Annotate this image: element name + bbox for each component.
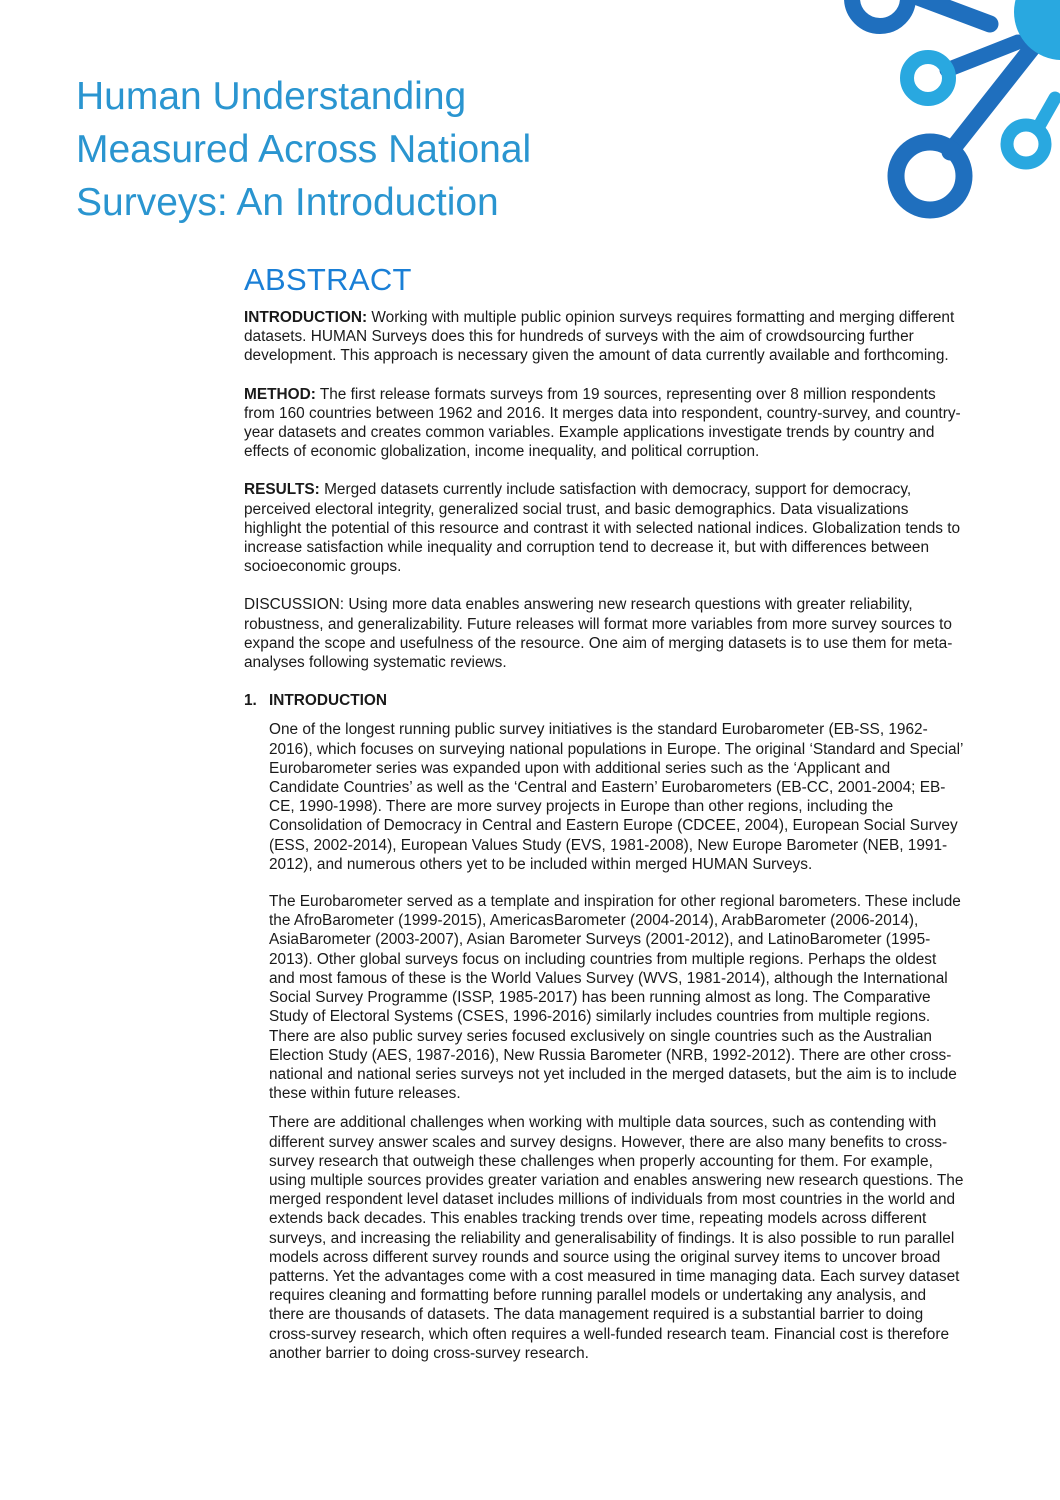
introduction-text: Working with multiple public opinion surveys requires formatting and merging different datasets. HUMAN Surveys does this for hundreds of surveys with the aim of crowdsourcing further development. This approach is necessary given the amount of data currently available and forthcoming. [244, 309, 955, 365]
method-label: METHOD: [244, 385, 316, 403]
logo-node-top [852, 0, 908, 26]
method-text: The first release formats surveys from 19 sources, representing over 8 million respondents from 160 countries between 1962 and 2016. It merges data into respondent, country-survey, and country-year datasets and creates common variables. Example applications investigate trends by country and effects of economic globalization, income inequality, and political corruption. [244, 385, 961, 461]
body-paragraph: The Eurobarometer served as a template and inspiration for other regional barometers. These include the AfroBarometer (1999-2015), AmericasBarometer (2004-2014), ArabBarometer (2006-2014), AsiaBarometer (2003-2007), Asian Barometer Surveys (2001-2012), and LatinoBarometer (1995-2013). Other global surveys focus on including countries from multiple regions. Perhaps the oldest and most famous of these is the World Values Survey (WVS, 1981-2014), although the International Social Survey Programme (ISSP, 1985-2017) has been running almost as long. The Comparative Study of Electoral Systems (CSES, 1996-2016) similarly includes countries from multiple regions. There are also public survey series focused exclusively on single countries such as the Australian Election Study (AES, 1987-2016), New Russia Barometer (NRB, 1992-2012). There are other cross-national and national series surveys not yet included in the merged datasets, but the aim is to include these within future releases. [269, 893, 961, 1103]
main-content [244, 262, 964, 1381]
section-heading-introduction [244, 691, 964, 710]
logo-node-middle [907, 57, 949, 99]
abstract-introduction [244, 308, 964, 366]
abstract-heading: ABSTRACT [244, 262, 412, 297]
title-line: Human Understanding [76, 75, 467, 118]
abstract-results [244, 480, 964, 576]
introduction-label: INTRODUCTION: [244, 309, 368, 326]
title-line: Surveys: An Introduction [76, 181, 499, 224]
results-label: RESULTS: [244, 481, 320, 499]
abstract-method [244, 385, 964, 462]
logo-node-right [1007, 125, 1045, 163]
title-line: Measured Across National [76, 128, 532, 171]
section-title: INTRODUCTION [269, 692, 387, 710]
section-number: 1. [244, 692, 257, 710]
body-paragraph: There are additional challenges when working with multiple data sources, such as contending with different survey answer scales and survey designs. However, there are also many benefits to cross-survey research that outweigh these challenges when properly accounting for them. For example, using multiple sources provides greater variation and enables answering new research questions. The merged respondent level dataset includes millions of individuals from most countries in the world and extends back decades. This enables tracking trends over time, repeating models across different surveys, and increasing the reliability and generalisability of findings. It is also possible to run parallel models across different survey rounds and source using the original survey items to uncover broad patterns. Yet the advantages come with a cost measured in time managing data. Each survey dataset requires cleaning and formatting before running parallel models or undertaking any analysis, and there are thousands of datasets. The data management required is a substantial barrier to doing cross-survey research, which often requires a well-funded research team. Financial cost is therefore another barrier to doing cross-survey research. [269, 1114, 964, 1362]
document-title [76, 70, 696, 229]
results-text: Merged datasets currently include satisfaction with democracy, support for democracy, perceived electoral integrity, generalized social trust, and basic demographics. Data visualizations highlight the potential of this resource and contrast it with selected national indices. Globalization tends to increase satisfaction while inequality and corruption tend to decrease it, but with differences between socioeconomic groups. [244, 481, 961, 576]
network-logo [800, 0, 1060, 230]
section-body [244, 720, 964, 1363]
body-paragraph: One of the longest running public survey initiatives is the standard Eurobarometer (EB-SS, 1962-2016), which focuses on surveying national populations in Europe. The original ‘Standard and Special’ Eurobarometer series was expanded upon with additional series such as the ‘Applicant and Candidate Countries’ as well as the ‘Central and Eastern’ Eurobarometers (EB-CC, 2001-2004; EB-CE, 1990-1998). There are more survey projects in Europe than other regions, including the Consolidation of Democracy in Central and Eastern Europe (CDCEE, 2004), European Social Survey (ESS, 2002-2014), European Values Study (EVS, 1981-2008), New Europe Barometer (NEB, 1991-2012), and numerous others yet to be included within merged HUMAN Surveys. [269, 721, 963, 873]
logo-node-bottom [896, 142, 964, 210]
abstract-discussion: DISCUSSION: Using more data enables answering new research questions with greater reliability, robustness, and generalizability. Future releases will format more variables from more survey sources to expand the scope and usefulness of the resource. One aim of merging datasets is to use them for meta-analyses following systematic reviews. [244, 596, 953, 672]
